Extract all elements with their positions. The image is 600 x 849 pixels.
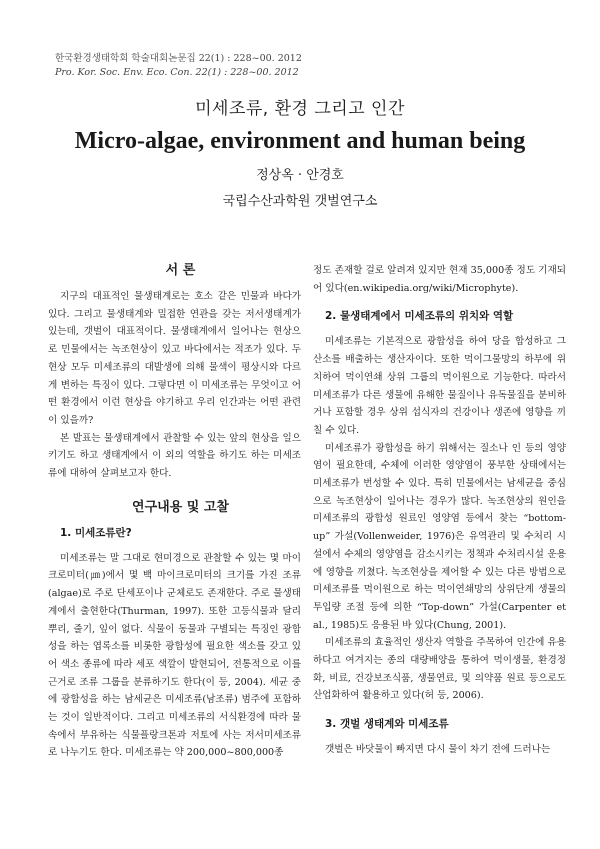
section-1-paragraph-1-continued: 정도 존재할 걸로 알려져 있지만 현재 35,000종 정도 기재되어 있다(en.wikipedia.org/wiki/Microphyte). [313,265,566,294]
abstract-heading: 서 론 [165,263,196,278]
results-heading: 연구내용 및 고찰 [132,499,229,515]
section-3-paragraph-1: 갯벌은 바닷물이 빠지면 다시 물이 차기 전에 드러나는 [325,744,551,756]
section-2-paragraph-2: 미세조류가 광합성을 하기 위해서는 질소나 인 등의 영양염이 필요한데, 수체에 이러한 영양염이 풍부한 상태에서는 미세조류가 번성할 수 있다. 특히 민물에서는 남세균을 중심으로 녹조현상이 일어나는 경우가 많다. 녹조현상의 원인을 미세조류의 광합성 원료인 영양염 등에서 찾는 “bottom-up” 가설(Vollenweider, 1976)은 유역관리 및 수처리 시설에서 수체의 영양염을 감소시키는 정책과 수처리시설 운용에 영향을 끼쳤다. 녹조현상을 제어할 수 있는 다른 방법으로 미세조류를 먹이원으로 하는 먹이연쇄망의 상위단계 생물의 투입량 조절 등에 의한 “Top-down” 가설(Carpenter et al., 1985)도 응용된 바 있다(Chung, 2001). [313,442,566,631]
title-korean: 미세조류, 환경 그리고 인간 [195,99,405,119]
journal-citation-en: Pro. Kor. Soc. Env. Eco. Con. 22(1) : 228~00. 2012 [55,67,299,78]
authors: 정상옥 · 안경호 [256,168,344,183]
left-column [48,262,301,762]
journal-citation-ko: 한국환경생태학회 학술대회논문집 22(1) : 228~00. 2012 [55,53,302,64]
title-english: Micro-algae, environment and human being [74,128,526,154]
right-column [313,262,566,759]
journal-header [55,52,302,80]
section-1-heading: 1. 미세조류란? [60,526,132,539]
intro-paragraph-1: 지구의 대표적인 물생태계로는 호소 같은 민물과 바다가 있다. 그리고 물생태계와 밀접한 연관을 갖는 저서생태계가 있는데, 갯벌이 대표적이다. 물생태계에서 일어나는 현상으로 민물에서는 녹조현상이 있고 바다에서는 적조가 있다. 두 현상 모두 미세조류의 대발생에 의해 물색이 평상시와 다르게 변하는 특징이 있다. 그렇다면 이 미세조류는 무엇이고 어떤 환경에서 이런 현상을 야기하고 우리 인간과는 어떤 관련이 있을까? [48,291,301,426]
affiliation: 국립수산과학원 갯벌연구소 [222,194,378,209]
section-2-paragraph-1: 미세조류는 기본적으로 광합성을 하여 당을 합성하고 그 산소를 배출하는 생산자이다. 또한 먹이그물망의 하부에 위치하여 먹이연쇄 상위 그룹의 먹이원으로 기능한다. 따라서 미세조류가 다른 생물에 유해한 물질이나 유독물질을 분비하거나 포함할 경우 상위 섭식자의 건강이나 생존에 영향을 끼칠 수 있다. [313,336,566,436]
intro-paragraph-2: 본 발표는 물생태계에서 관찰할 수 있는 앞의 현상을 일으키기도 하고 생태계에서 이 외의 역할을 하기도 하는 미세조류에 대하여 살펴보고자 한다. [48,432,301,480]
section-3-heading: 3. 갯벌 생태계와 미세조류 [325,718,449,731]
section-1-paragraph-1: 미세조류는 말 그대로 현미경으로 관찰할 수 있는 몇 마이크로미터(㎛)에서 몇 백 마이크로미터의 크기를 가진 조류(algae)로 주로 단세포이나 군체로도 존재한다. 주로 물생태계에서 출현한다(Thurman, 1997). 또한 고등식물과 달리 뿌리, 줄기, 잎이 없다. 식물이 동물과 구별되는 특징인 광합성을 하는 엽록소를 비롯한 광합성에 필요한 색소를 갖고 있어 색소 종류에 따라 세포 색깔이 발현되어, 전통적으로 이를 근거로 조류 그룹을 분류하기도 한다(이 등, 2004). 세균 중에 광합성을 하는 남세균은 미세조류(남조류) 범주에 포함하는 것이 일반적이다. 그리고 미세조류의 서식환경에 따라 물 속에서 부유하는 식물플랑크톤과 저토에 사는 저서미세조류로 나누기도 한다. 미세조류는 약 200,000~800,000종 [48,552,301,759]
section-2-heading: 2. 물생태계에서 미세조류의 위치와 역할 [325,310,514,323]
section-2-paragraph-3: 미세조류의 효율적인 생산자 역할을 주목하여 인간에 유용하다고 여겨지는 종의 대량배양을 통하여 먹이생물, 환경정화, 비료, 건강보조식품, 생물연료, 및 의약품 원료 등으로도 산업화하여 활용하고 있다(허 등, 2006). [313,637,566,702]
